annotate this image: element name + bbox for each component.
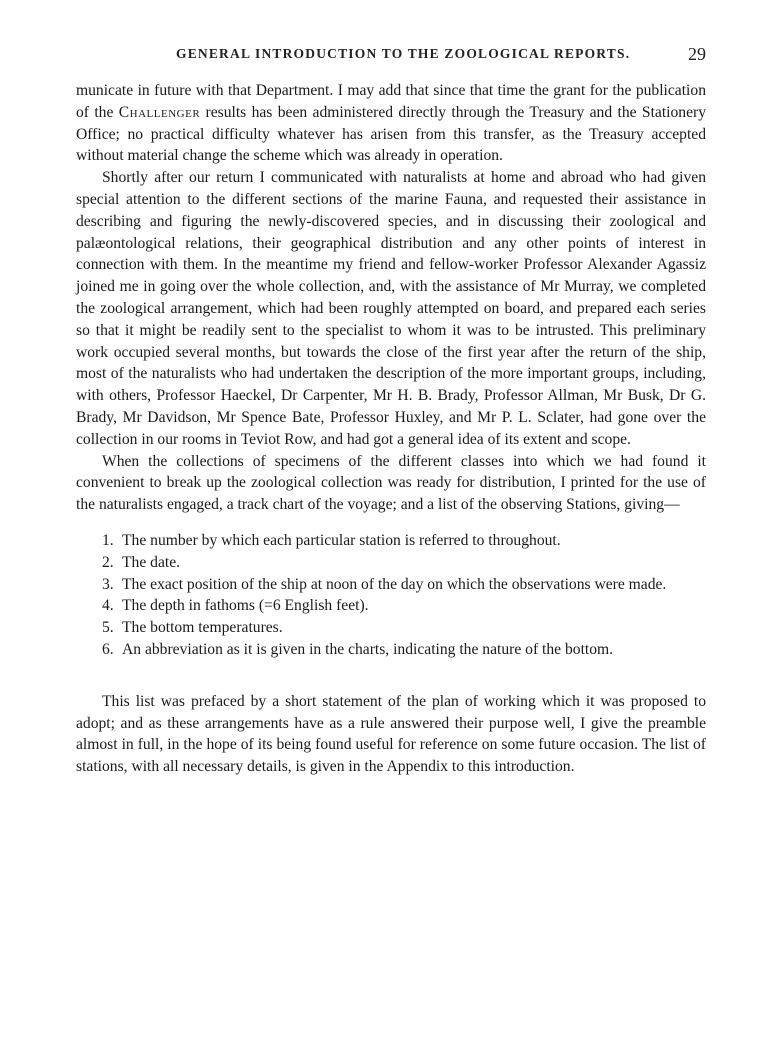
paragraph-naturalists: Shortly after our return I communicated with naturalists at home and abroad who had given special attention to the different sections of the marine Fauna, and requested their assistance in describing and figuring the newly-discovered species, and in discussing their zoological and palæontological relations, their geographical distribution and any other points of interest in connection with them. In the meantime my friend and fellow-worker Professor Alexander Agassiz joined me in going over the whole collection, and, with the assistance of Mr Murray, we completed the zoological arrangement, which had been roughly attempted on board, and prepared each series so that it might be readily sent to the specialist to whom it was to be intrusted. This preliminary work occupied several months, but towards the close of the first year after the return of the ship, most of the naturalists who had undertaken the description of the more important groups, including, with others, Professor Haeckel, Dr Carpenter, Mr H. B. Brady, Professor Allman, Mr Busk, Dr G. Brady, Mr Davidson, Mr Spence Bate, Professor Huxley, and Mr P. L. Sclater, had gone over the collection in our rooms in Teviot Row, and had got a general idea of its extent and scope. [76,169,706,448]
paragraph-1-start: municate in future with that Department. I may add that since that time the grant for the publication of the [76,82,706,121]
paragraph-collections: When the collections of specimens of the different classes into which we had found it convenient to break up the zoological collection was ready for distribution, I printed for the use of the naturalists engaged, a track chart of the voyage; and a list of the observing Stations, giving— [76,452,706,514]
list-item-text: The bottom temperatures. [122,619,283,637]
list-item-text: The date. [122,553,181,571]
paragraph-continuation [76,80,706,167]
list-item-number: 3. [102,575,114,593]
list-item [102,530,706,552]
spacer [76,675,706,691]
page-number: 29 [688,44,706,64]
list-item [102,639,706,661]
list-item [102,552,706,574]
list-item [102,595,706,617]
list-item-number: 1. [102,531,114,549]
list-item [102,617,706,639]
list-item-text: An abbreviation as it is given in the charts, indicating the nature of the bottom. [122,640,614,658]
paragraph-preamble: This list was prefaced by a short statement of the plan of working which it was proposed to adopt; and as these arrangements have as a rule answered their purpose well, I give the preamble almost in full, in the hope of its being found useful for reference on some future occasion. The list of stations, with all necessary details, is given in the Appendix to this introduction. [76,692,706,776]
station-details-list [76,530,706,661]
body-text [76,80,706,778]
running-head [76,44,706,68]
list-item-text: The exact position of the ship at noon of the day on which the observations were made. [122,575,667,593]
list-item-number: 5. [102,619,114,637]
list-item-number: 2. [102,553,114,571]
list-item-text: The number by which each particular station is referred to throughout. [122,531,561,549]
list-item-number: 6. [102,640,114,658]
challenger-small-caps: Challenger [118,103,201,121]
list-item-number: 4. [102,597,114,615]
paragraph-1-end: results has been administered directly through the Treasury and the Stationery Office; no practical difficulty whatever has arisen from this transfer, as the Treasury accepted without material change the scheme which was already in operation. [76,103,707,165]
running-title: GENERAL INTRODUCTION TO THE ZOOLOGICAL REPORTS. [176,46,631,61]
list-item [102,574,706,596]
list-item-text: The depth in fathoms (=6 English feet). [122,597,369,615]
